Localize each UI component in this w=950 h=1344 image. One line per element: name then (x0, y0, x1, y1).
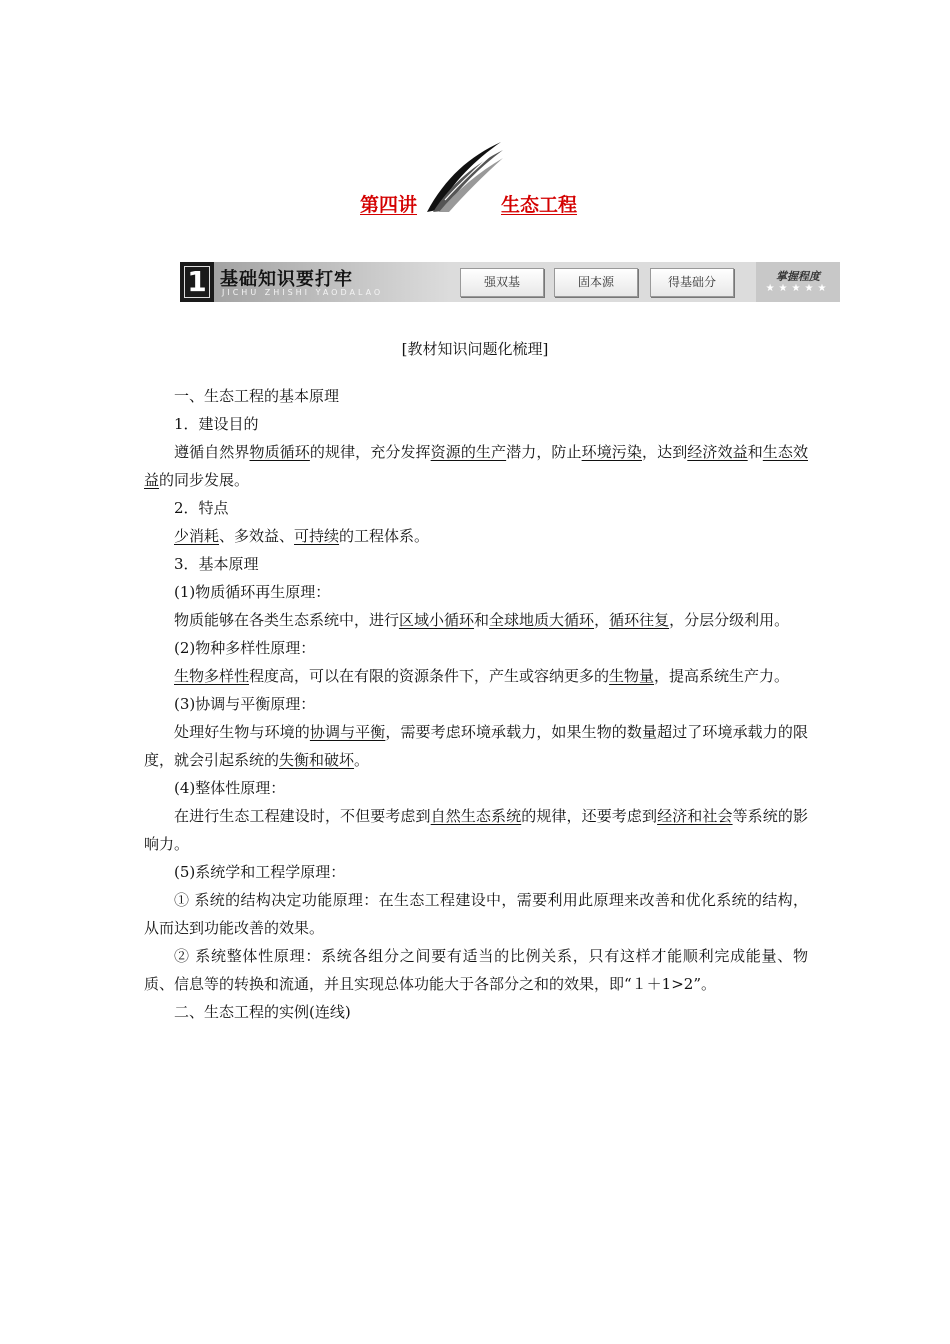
subheading-1: 1．建设目的 (174, 415, 259, 433)
chapter-title (0, 130, 950, 220)
blank-answer: 区域小循环 (399, 611, 475, 629)
subheading-3: 3．基本原理 (174, 555, 259, 573)
tab-de-ji-chu-fen[interactable]: 得基础分 (650, 268, 734, 297)
mastery-label: 掌握程度 (776, 270, 820, 283)
blank-answer: 资源的生产 (430, 443, 507, 461)
banner-title: 基础知识要打牢 (220, 269, 353, 290)
mastery-stars-icon: ★★★★★ (765, 283, 831, 294)
principle-4-text: 在进行生态工程建设时，不但要考虑到自然生态系统的规律，还要考虑到经济和社会等系统的影响力。 (144, 807, 808, 853)
tab-gu-ben-yuan[interactable]: 固本源 (554, 268, 638, 297)
blank-answer: 自然生态系统 (430, 807, 522, 825)
tab-qiang-shuang-ji[interactable]: 强双基 (460, 268, 544, 297)
principle-3-text: 处理好生物与环境的协调与平衡，需要考虑环境承载力，如果生物的数量超过了环境承载力的限度，就会引起系统的失衡和破坏。 (144, 723, 808, 769)
banner-subtitle: JICHU ZHISHI YAODALAO (222, 288, 384, 297)
blank-answer: 生态效益 (144, 443, 808, 489)
blank-answer: 经济和社会 (657, 807, 733, 825)
blank-answer: 经济效益 (687, 443, 748, 461)
principle-2-text: 生物多样性程度高，可以在有限的资源条件下，产生或容纳更多的生物量，提高系统生产力。 (174, 667, 790, 685)
principle-5-title: (5)系统学和工程学原理： (174, 863, 346, 881)
chapter-number: 第四讲 (360, 194, 418, 216)
blank-answer: 少消耗 (174, 527, 220, 545)
principle-1-text: 物质能够在各类生态系统中，进行区域小循环和全球地质大循环，循环往复，分层分级利用。 (174, 611, 790, 629)
section-title: [教材知识问题化梳理] (401, 340, 549, 358)
principle-1-title: (1)物质循环再生原理： (174, 583, 331, 601)
blank-answer: 生物量 (609, 667, 655, 685)
principle-3-title: (3)协调与平衡原理： (174, 695, 316, 713)
paragraph-purpose: 遵循自然界物质循环的规律，充分发挥资源的生产潜力，防止环境污染，达到经济效益和生态效益的同步发展。 (144, 443, 808, 489)
banner-number: 1 (180, 262, 214, 302)
heading-2: 二、生态工程的实例(连线) (174, 1003, 351, 1021)
subheading-2: 2．特点 (174, 499, 229, 517)
blank-answer: 循环往复 (609, 611, 670, 629)
chapter-name: 生态工程 (501, 194, 578, 216)
principle-2-title: (2)物种多样性原理： (174, 639, 316, 657)
principle-4-title: (4)整体性原理： (174, 779, 286, 797)
document-body (144, 382, 808, 1026)
principle-5a-text: ① 系统的结构决定功能原理：在生态工程建设中，需要利用此原理来改善和优化系统的结构，从而达到功能改善的效果。 (144, 891, 808, 937)
section-banner (180, 262, 840, 302)
paragraph-features: 少消耗、多效益、可持续的工程体系。 (174, 527, 430, 545)
blank-answer: 物质循环 (249, 443, 310, 461)
mastery-box (756, 262, 840, 302)
blank-answer: 协调与平衡 (309, 723, 386, 741)
blank-answer: 全球地质大循环 (489, 611, 595, 629)
blank-answer: 失衡和破坏 (279, 751, 355, 769)
principle-5b-text: ② 系统整体性原理：系统各组分之间要有适当的比例关系，只有这样才能顺利完成能量、物质、信息等的转换和流通，并且实现总体功能大于各部分之和的效果，即“１＋1>2”。 (144, 947, 808, 993)
blank-answer: 生物多样性 (174, 667, 250, 685)
heading-1: 一、生态工程的基本原理 (174, 387, 340, 405)
swoosh-logo-icon (425, 138, 505, 218)
blank-answer: 环境污染 (581, 443, 642, 461)
blank-answer: 可持续 (294, 527, 340, 545)
